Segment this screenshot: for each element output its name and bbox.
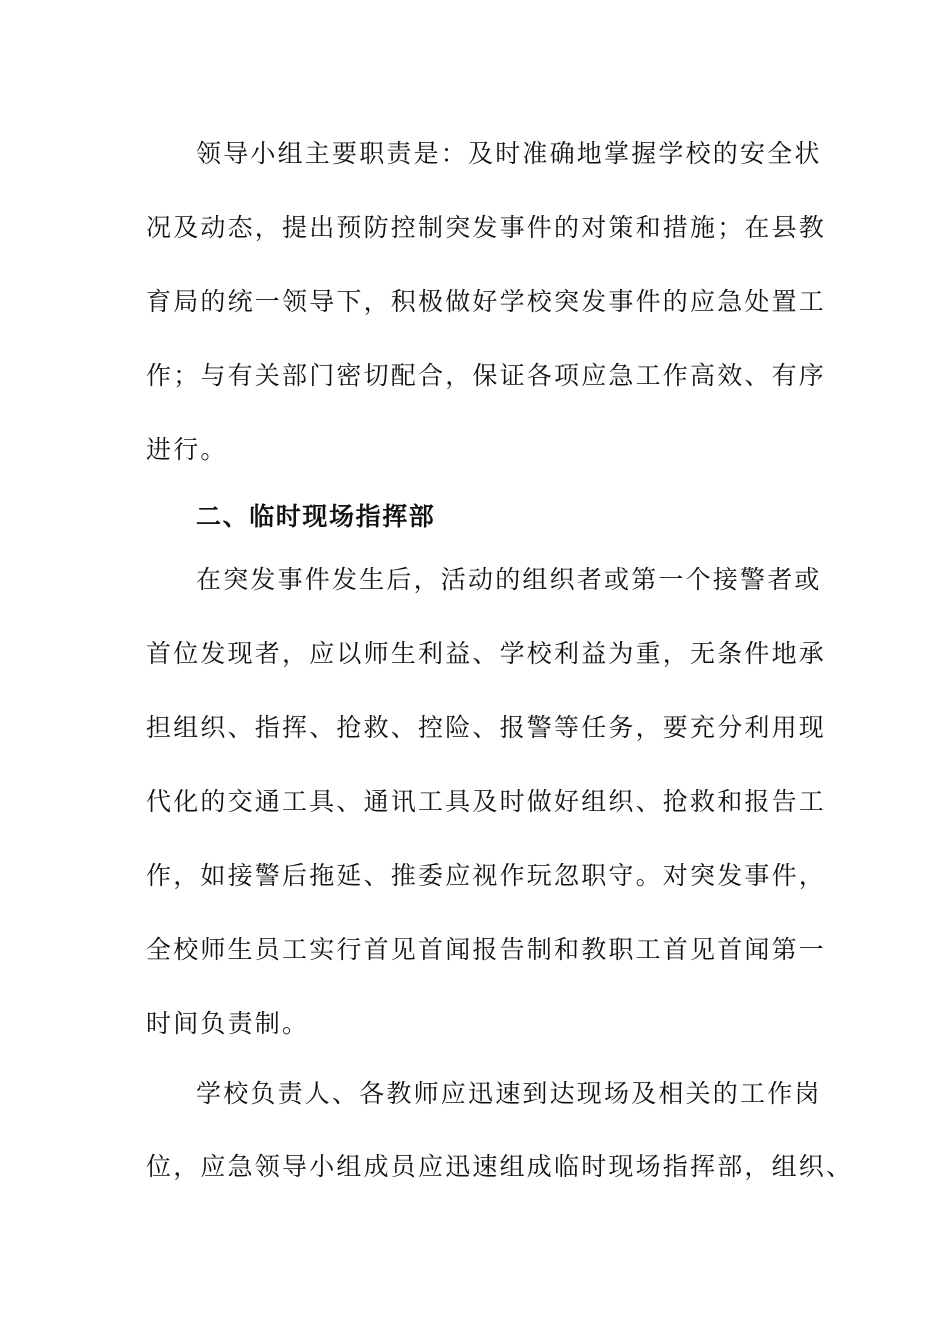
section-heading: 二、临时现场指挥部	[196, 502, 436, 531]
paragraph-line: 领导小组主要职责是：及时准确地掌握学校的安全状	[196, 139, 822, 168]
paragraph-line: 在突发事件发生后，活动的组织者或第一个接警者或	[196, 565, 822, 594]
paragraph-line: 育局的统一领导下，积极做好学校突发事件的应急处置工	[146, 287, 827, 316]
paragraph-line: 况及动态，提出预防控制突发事件的对策和措施；在县教	[146, 213, 827, 242]
paragraph-line: 作；与有关部门密切配合，保证各项应急工作高效、有序	[146, 361, 827, 390]
paragraph-line: 全校师生员工实行首见首闻报告制和教职工首见首闻第一	[146, 935, 827, 964]
paragraph-line: 担组织、指挥、抢救、控险、报警等任务，要充分利用现	[146, 713, 827, 742]
paragraph-line: 位，应急领导小组成员应迅速组成临时现场指挥部，组织、	[146, 1152, 854, 1181]
paragraph-line: 代化的交通工具、通讯工具及时做好组织、抢救和报告工	[146, 787, 827, 816]
paragraph-line: 时间负责制。	[146, 1009, 310, 1038]
paragraph-line: 学校负责人、各教师应迅速到达现场及相关的工作岗	[196, 1079, 822, 1108]
paragraph-line: 进行。	[146, 435, 228, 464]
paragraph-line: 首位发现者，应以师生利益、学校利益为重，无条件地承	[146, 639, 827, 668]
paragraph-line: 作，如接警后拖延、推委应视作玩忽职守。对突发事件，	[146, 861, 827, 890]
